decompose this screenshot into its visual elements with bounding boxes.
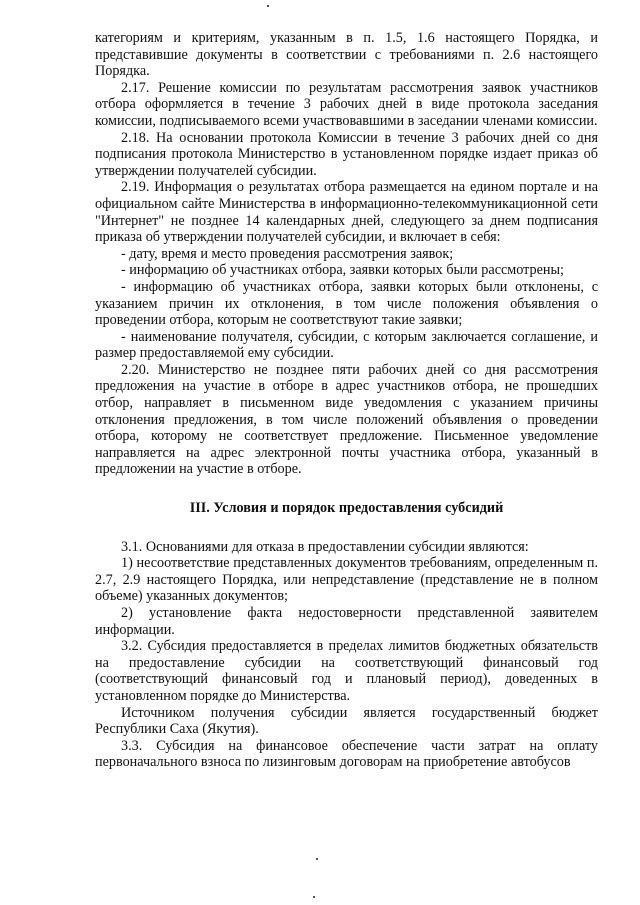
paragraph-2-19: 2.19. Информация о результатах отбора размещается на едином портале и на официальном сайте Министерства в информационно-телекоммуникационной сети "Интернет" не позднее 14 календарных дней, следующего за днем подписания приказа об утверждении получателей субсидии, и включает в себя:: [95, 179, 598, 246]
list-item-rejected: - информацию об участниках отбора, заявки которых были отклонены, с указанием причин их отклонения, в том числе положения объявления о проведении отбора, которым не соответствуют такие заявки;: [95, 278, 598, 329]
paragraph-3-2: 3.2. Субсидия предоставляется в пределах лимитов бюджетных обязательств на предоставление субсидии на соответствующий финансовый год (соответствующий финансовый год и плановый период), доведенных в установленном порядке до Министерства.: [95, 638, 598, 704]
scan-speck: [316, 858, 318, 860]
document-page: [95, 30, 598, 771]
list-item-mismatch: 1) несоответствие представленных документов требованиям, определенным п. 2.7, 2.9 настоящего Порядка, или непредставление (представление не в полном объеме) указанных документов;: [95, 555, 598, 605]
list-item-date: - дату, время и место проведения рассмотрения заявок;: [121, 245, 454, 262]
paragraph-2-17: 2.17. Решение комиссии по результатам рассмотрения заявок участников отбора оформляется в течение 3 рабочих дней в виде протокола заседания комиссии, подписываемого всеми участвовавшими в заседании членами комиссии.: [95, 79, 598, 129]
paragraph-source: Источником получения субсидии является государственный бюджет Республики Саха (Якутия).: [95, 704, 598, 738]
paragraph-3-1: 3.1. Основаниями для отказа в предоставлении субсидии являются:: [121, 538, 529, 555]
paragraph-3-3: 3.3. Субсидия на финансовое обеспечение части затрат на оплату первоначального взноса по лизинговым договорам на приобретение автобусов: [95, 737, 598, 771]
scan-speck: [313, 896, 315, 898]
list-item-recipient: - наименование получателя, субсидии, с которым заключается соглашение, и размер предоставляемой ему субсидии.: [95, 328, 598, 362]
scan-speck: [267, 5, 269, 7]
list-item-reviewed: - информацию об участниках отбора, заявки которых были рассмотрены;: [121, 262, 564, 279]
paragraph-2-18: 2.18. На основании протокола Комиссии в течение 3 рабочих дней со дня подписания протокола Министерство в установленном порядке издает приказ об утверждении получателей субсидии.: [95, 129, 598, 179]
list-item-unreliable: 2) установление факта недостоверности представленной заявителем информации.: [95, 605, 598, 638]
paragraph-continuation: категориям и критериям, указанным в п. 1.5, 1.6 настоящего Порядка, и представившие документы в соответствии с требованиями п. 2.6 настоящего Порядка.: [95, 30, 598, 80]
section-heading: III. Условия и порядок предоставления субсидий: [189, 500, 504, 517]
paragraph-2-20: 2.20. Министерство не позднее пяти рабочих дней со дня рассмотрения предложения на участие в отборе в адрес участников отбора, не прошедших отбор, направляет в письменном виде уведомления с указанием причины отклонения предложения, в том числе положений объявления о проведении отбора, которому не соответствует предложение. Письменное уведомление направляется на адрес электронной почты участника отбора, указанный в предложении на участие в отборе.: [95, 361, 598, 478]
